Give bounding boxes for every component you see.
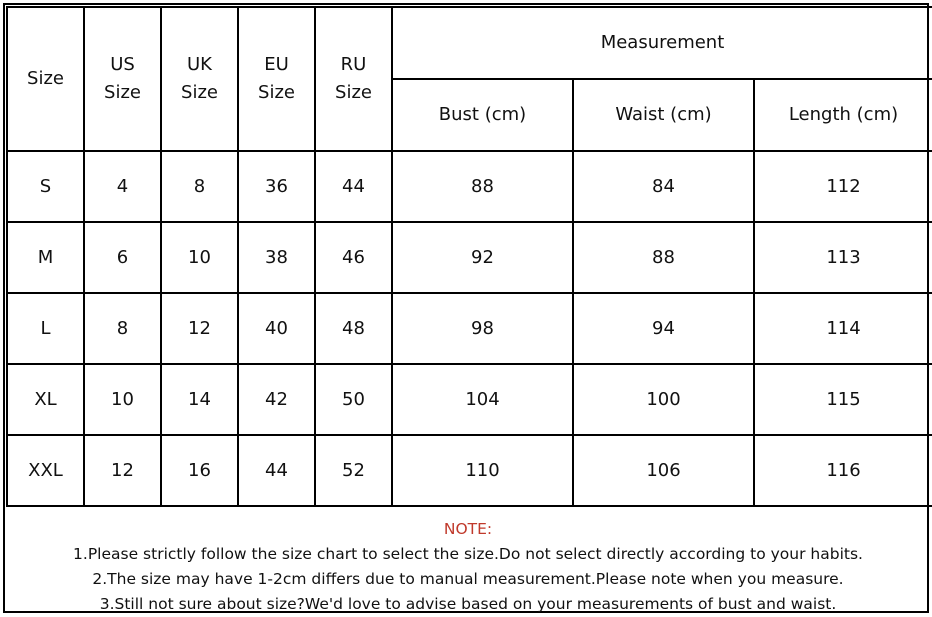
table-row <box>7 364 932 435</box>
cell-ru: 50 <box>315 364 392 435</box>
note-line-3: 3.Still not sure about size?We'd love to advise based on your measurements of bust and waist. <box>99 595 837 613</box>
header-waist: Waist (cm) <box>573 79 754 151</box>
cell-length: 115 <box>754 364 932 435</box>
cell-bust: 88 <box>392 151 573 222</box>
note-line-1: 1.Please strictly follow the size chart to select the size.Do not select directly according to your habits. <box>73 545 863 563</box>
cell-ru: 48 <box>315 293 392 364</box>
cell-uk: 16 <box>161 435 238 506</box>
cell-waist: 94 <box>573 293 754 364</box>
note-title: NOTE: <box>443 520 493 538</box>
cell-us: 8 <box>84 293 161 364</box>
note-section <box>5 517 931 617</box>
header-measurement: Measurement <box>392 7 932 79</box>
size-table <box>6 6 932 507</box>
cell-waist: 84 <box>573 151 754 222</box>
cell-size: S <box>7 151 84 222</box>
cell-ru: 44 <box>315 151 392 222</box>
table-row <box>7 222 932 293</box>
size-chart <box>3 3 929 613</box>
cell-us: 6 <box>84 222 161 293</box>
cell-eu: 38 <box>238 222 315 293</box>
cell-length: 116 <box>754 435 932 506</box>
cell-eu: 44 <box>238 435 315 506</box>
cell-bust: 104 <box>392 364 573 435</box>
table-row <box>7 435 932 506</box>
cell-eu: 36 <box>238 151 315 222</box>
cell-ru: 46 <box>315 222 392 293</box>
header-us-size: US Size <box>84 7 161 151</box>
cell-eu: 42 <box>238 364 315 435</box>
cell-length: 113 <box>754 222 932 293</box>
cell-bust: 98 <box>392 293 573 364</box>
cell-uk: 12 <box>161 293 238 364</box>
header-bust: Bust (cm) <box>392 79 573 151</box>
cell-uk: 14 <box>161 364 238 435</box>
cell-size: L <box>7 293 84 364</box>
cell-size: XXL <box>7 435 84 506</box>
cell-us: 4 <box>84 151 161 222</box>
cell-uk: 8 <box>161 151 238 222</box>
table-row <box>7 293 932 364</box>
cell-waist: 106 <box>573 435 754 506</box>
header-length: Length (cm) <box>754 79 932 151</box>
cell-us: 12 <box>84 435 161 506</box>
header-ru-size: RU Size <box>315 7 392 151</box>
cell-bust: 110 <box>392 435 573 506</box>
cell-length: 114 <box>754 293 932 364</box>
cell-uk: 10 <box>161 222 238 293</box>
header-row-top <box>7 7 932 79</box>
cell-waist: 88 <box>573 222 754 293</box>
header-eu-size: EU Size <box>238 7 315 151</box>
cell-bust: 92 <box>392 222 573 293</box>
cell-eu: 40 <box>238 293 315 364</box>
cell-size: XL <box>7 364 84 435</box>
cell-us: 10 <box>84 364 161 435</box>
header-uk-size: UK Size <box>161 7 238 151</box>
cell-length: 112 <box>754 151 932 222</box>
cell-waist: 100 <box>573 364 754 435</box>
note-line-2: 2.The size may have 1-2cm differs due to manual measurement.Please note when you measure. <box>92 570 844 588</box>
cell-ru: 52 <box>315 435 392 506</box>
header-size: Size <box>7 7 84 151</box>
cell-size: M <box>7 222 84 293</box>
table-row <box>7 151 932 222</box>
